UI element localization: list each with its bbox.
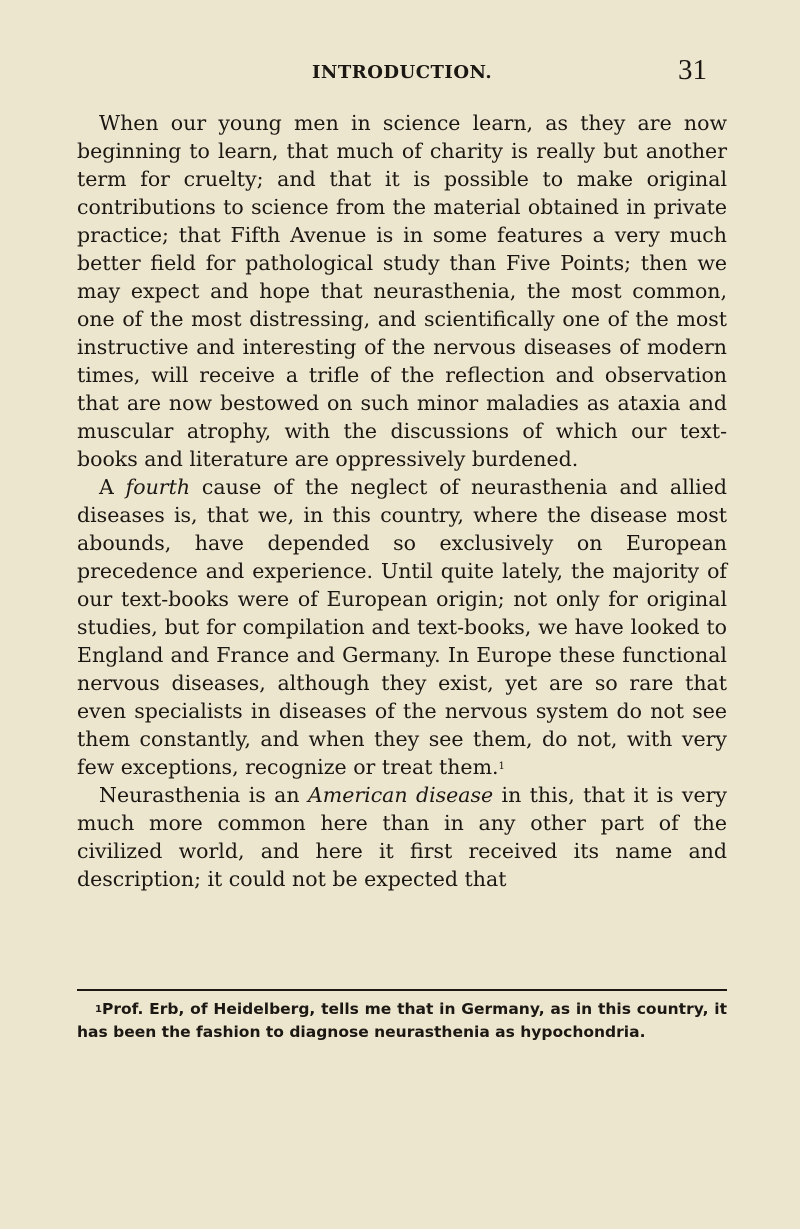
page-number: 31 (678, 54, 707, 86)
paragraph-2-emphasis: fourth (125, 475, 191, 499)
footnote-rule (77, 989, 727, 991)
footnote-reference: 1 (498, 761, 505, 772)
page-header (0, 54, 800, 92)
paragraph-3-emphasis: American disease (307, 783, 494, 807)
paragraph-3 (77, 781, 727, 893)
footnote-text: Prof. Erb, of Heidelberg, tells me that in Germany, as in this country, it has been the fashion to diagnose neurasthenia as hypochondria. (77, 1000, 727, 1041)
footnote-mark: 1 (95, 1004, 102, 1015)
paragraph-1 (77, 109, 727, 473)
body-text (77, 109, 727, 893)
paragraph-3-text: in this, that it is very much more common here than in any other part of the civilized world, and here it first received its name and description; it could not be expected that (77, 783, 728, 891)
paragraph-2-text: cause of the neglect of neurasthenia and allied diseases is, that we, in this country, where the disease most abounds, have depended so exclusively on European precedence and experience. Until quite lately, the majority of our text-books were of European origin; not only for original studies, but for compilation and text-books, we have looked to England and France and Germany. In Europe these functional nervous diseases, although they exist, yet are so rare that even specialists in diseases of the nervous system do not see them constantly, and when they see them, do not, with very few exceptions, recognize or treat them. (77, 475, 727, 779)
paragraph-2-lead: A (99, 475, 126, 499)
paragraph-1-text: When our young men in science learn, as they are now beginning to learn, that much of charity is really but another term for cruelty; and that it is possible to make original contributions to science from the material obtained in private practice; that Fifth Avenue is in some features a very much better field for pathological study than Five Points; then we may expect and hope that neurasthenia, the most common, one of the most distressing, and scientifically one of the most instructive and interesting of the nervous diseases of modern times, will receive a trifle of the reflection and observation that are now bestowed on such minor maladies as ataxia and muscular atrophy, with the discussions of which our text-books and literature are oppressively burdened. (77, 111, 727, 471)
paragraph-3-lead: Neurasthenia is an (99, 783, 308, 807)
running-head: INTRODUCTION. (312, 62, 493, 83)
footnote (77, 998, 727, 1044)
paragraph-2 (77, 473, 727, 781)
